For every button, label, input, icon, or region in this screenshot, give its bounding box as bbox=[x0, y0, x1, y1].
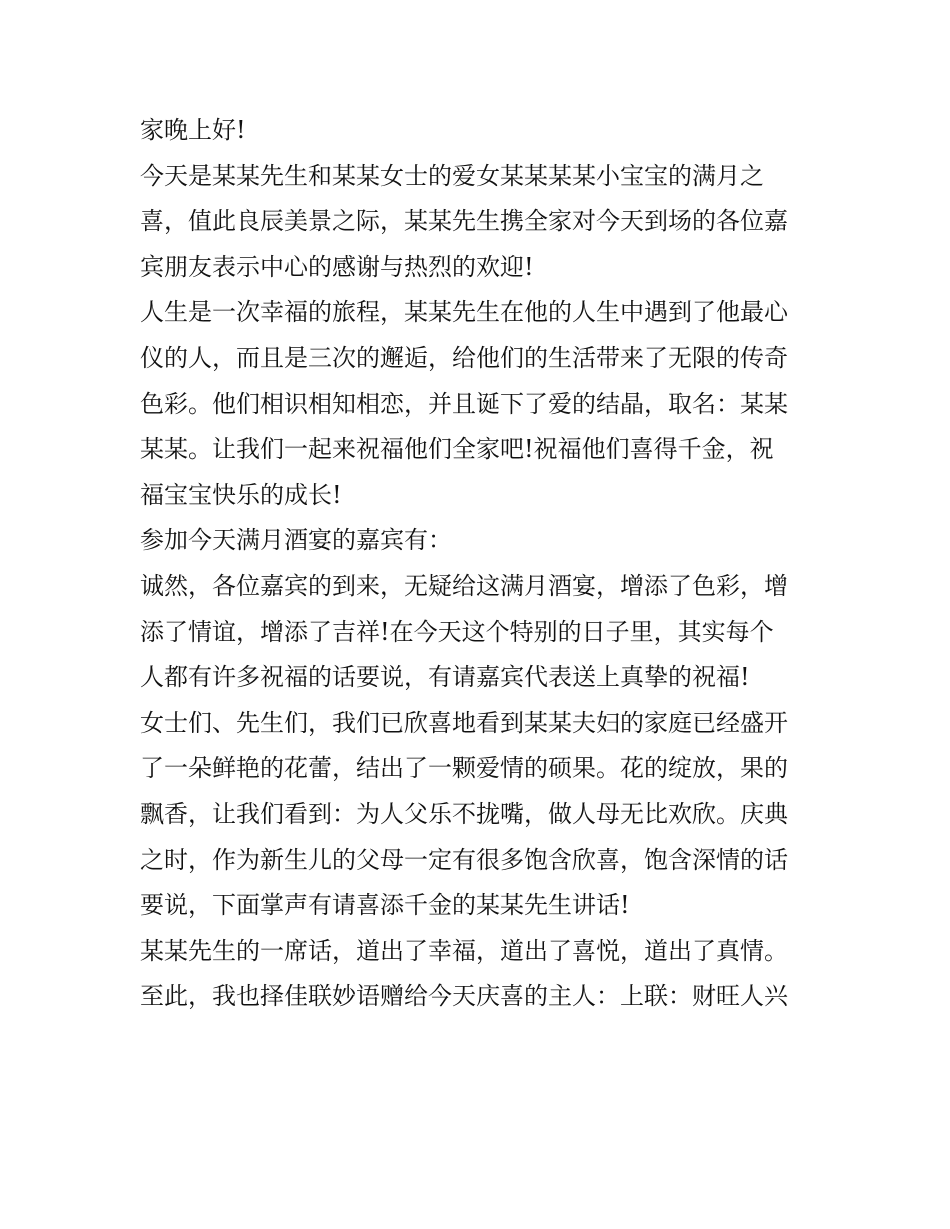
text-line: 之时，作为新生儿的父母一定有很多饱含欣喜，饱含深情的话 bbox=[140, 845, 788, 874]
text-line: 宾朋友表示中心的感谢与热烈的欢迎! bbox=[140, 252, 534, 281]
text-line: 色彩。他们相识相知相恋，并且诞下了爱的结晶，取名：某某 bbox=[140, 389, 788, 418]
text-line: 至此，我也择佳联妙语赠给今天庆喜的主人：上联：财旺人兴 bbox=[140, 982, 788, 1011]
text-line: 添了情谊，增添了吉祥!在今天这个特别的日子里，其实每个 bbox=[140, 617, 774, 646]
text-line: 要说，下面掌声有请喜添千金的某某先生讲话! bbox=[140, 891, 630, 920]
text-line: 福宝宝快乐的成长! bbox=[140, 480, 342, 509]
text-line: 了一朵鲜艳的花蕾，结出了一颗爱情的硕果。花的绽放，果的 bbox=[140, 754, 788, 783]
text-line: 参加今天满月酒宴的嘉宾有： bbox=[140, 526, 452, 555]
text-line: 仪的人，而且是三次的邂逅，给他们的生活带来了无限的传奇 bbox=[140, 343, 788, 372]
text-line: 今天是某某先生和某某女士的爱女某某某某小宝宝的满月之 bbox=[140, 161, 764, 190]
text-line: 女士们、先生们，我们已欣喜地看到某某夫妇的家庭已经盛开 bbox=[140, 708, 788, 737]
text-line: 诚然，各位嘉宾的到来，无疑给这满月酒宴，增添了色彩，增 bbox=[140, 571, 788, 600]
text-line: 某某。让我们一起来祝福他们全家吧!祝福他们喜得千金，祝 bbox=[140, 435, 774, 464]
document-body bbox=[140, 108, 820, 1020]
text-line: 家晚上好! bbox=[140, 116, 246, 144]
text-line: 飘香，让我们看到：为人父乐不拢嘴，做人母无比欢欣。庆典 bbox=[140, 799, 788, 828]
text-line: 某某先生的一席话，道出了幸福，道出了喜悦，道出了真情。 bbox=[140, 936, 788, 965]
text-line: 人都有许多祝福的话要说，有请嘉宾代表送上真挚的祝福! bbox=[140, 663, 750, 692]
text-line: 喜，值此良辰美景之际，某某先生携全家对今天到场的各位嘉 bbox=[140, 207, 788, 236]
text-line: 人生是一次幸福的旅程，某某先生在他的人生中遇到了他最心 bbox=[140, 298, 788, 327]
